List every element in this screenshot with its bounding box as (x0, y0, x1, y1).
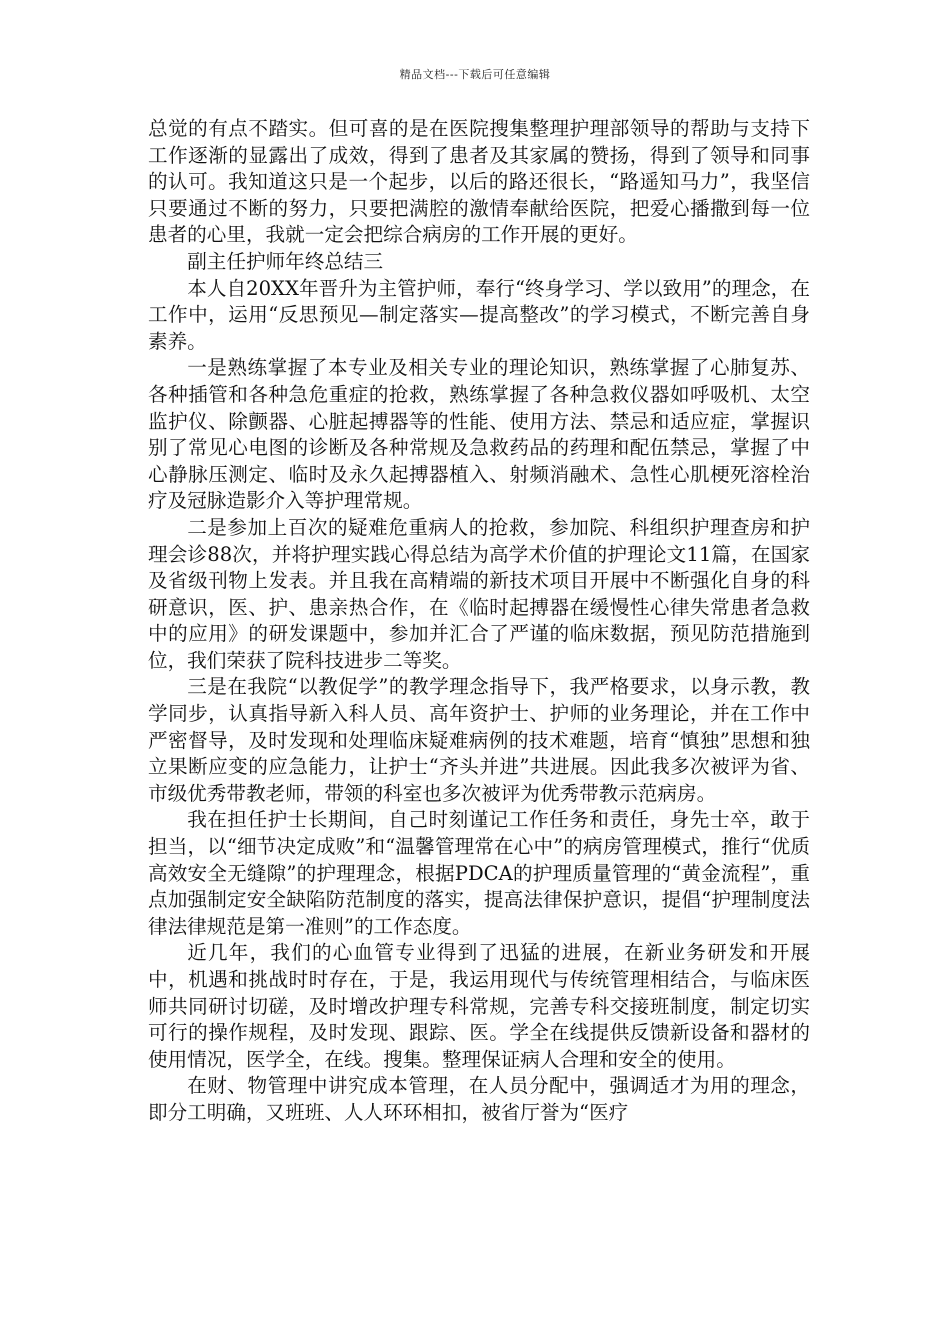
paragraph: 一是熟练掌握了本专业及相关专业的理论知识，熟练掌握了心肺复苏、各种插管和各种急危重症的抢救，熟练掌握了各种急救仪器如呼吸机、太空监护仪、除颤器、心脏起搏器等的性能、使用方法、禁忌和适应症，掌握识别了常见心电图的诊断及各种常规及急救药品的药理和配伍禁忌，掌握了中心静脉压测定、临时及永久起搏器植入、射频消融术、急性心肌梗死溶栓治疗及冠脉造影介入等护理常规。 (148, 356, 810, 513)
page-header: 精品文档---下载后可任意编辑 (399, 68, 551, 81)
paragraph: 二是参加上百次的疑难危重病人的抢救，参加院、科组织护理查房和护理会诊88次，并将护理实践心得总结为高学术价值的护理论文11篇，在国家及省级刊物上发表。并且我在高精端的新技术项目开展中不断强化自身的科研意识，医、护、患亲热合作，在《临时起搏器在缓慢性心律失常患者急救中的应用》的研发课题中，参加并汇合了严谨的临床数据，预见防范措施到位，我们荣获了院科技进步二等奖。 (148, 515, 810, 672)
section-heading: 副主任护师年终总结三 (187, 249, 384, 273)
paragraph: 我在担任护士长期间，自己时刻谨记工作任务和责任，身先士卒，敢于担当，以“细节决定成败”和“温馨管理常在心中”的病房管理模式，推行“优质高效安全无缝隙”的护理理念，根据PDCA的护理质量管理的“黄金流程”，重点加强制定安全缺陷防范制度的落实，提高法律保护意识，提倡“护理制度法律法律规范是第一准则”的工作态度。 (148, 808, 810, 938)
paragraph: 本人自20XX年晋升为主管护师，奉行“终身学习、学以致用”的理念，在工作中，运用“反思预见—制定落实—提高整改”的学习模式，不断完善自身素养。 (148, 276, 810, 353)
paragraph: 在财、物管理中讲究成本管理，在人员分配中，强调适才为用的理念，即分工明确，又班班、人人环环相扣，被省厅誉为“医疗 (148, 1074, 810, 1124)
paragraph: 总觉的有点不踏实。但可喜的是在医院搜集整理护理部领导的帮助与支持下工作逐渐的显露出了成效，得到了患者及其家属的赞扬，得到了领导和同事的认可。我知道这只是一个起步，以后的路还很长，“路遥知马力”，我坚信只要通过不断的努力，只要把满腔的激情奉献给医院，把爱心播撒到每一位患者的心里，我就一定会把综合病房的工作开展的更好。 (148, 117, 810, 247)
paragraph: 近几年，我们的心血管专业得到了迅猛的进展，在新业务研发和开展中，机遇和挑战时时存在，于是，我运用现代与传统管理相结合，与临床医师共同研讨切磋，及时增改护理专科常规，完善专科交接班制度，制定切实可行的操作规程，及时发现、跟踪、医。学全在线提供反馈新设备和器材的使用情况，医学全，在线。搜集。整理保证病人合理和安全的使用。 (148, 941, 810, 1071)
document-body (148, 116, 810, 1127)
paragraph: 三是在我院“以教促学”的教学理念指导下，我严格要求，以身示教，教学同步，认真指导新入科人员、高年资护士、护师的业务理论，并在工作中严密督导，及时发现和处理临床疑难病例的技术难题，培育“慎独”思想和独立果断应变的应急能力，让护士“齐头并进”共进展。因此我多次被评为省、市级优秀带教老师，带领的科室也多次被评为优秀带教示范病房。 (148, 675, 810, 805)
